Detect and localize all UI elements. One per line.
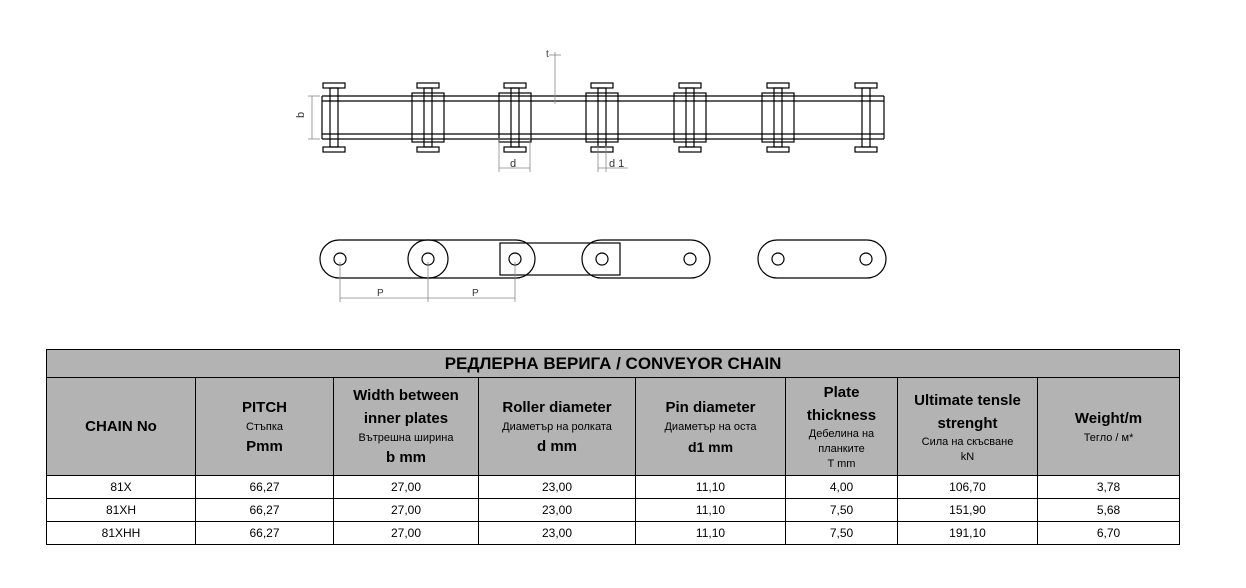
cell-plate: 7,50 bbox=[786, 522, 898, 545]
pin-hole bbox=[684, 253, 696, 265]
cell-roller: 23,00 bbox=[479, 522, 636, 545]
cell-width: 27,00 bbox=[334, 499, 479, 522]
pin-head-top bbox=[855, 83, 877, 88]
cell-plate: 7,50 bbox=[786, 499, 898, 522]
cell-width: 27,00 bbox=[334, 522, 479, 545]
cell-roller: 23,00 bbox=[479, 476, 636, 499]
dimension-pitch bbox=[340, 262, 515, 302]
dimension-d1-label: d 1 bbox=[609, 158, 625, 170]
pin-head-bottom bbox=[679, 147, 701, 152]
cell-pin: 11,10 bbox=[636, 522, 786, 545]
pin-head-bottom bbox=[504, 147, 526, 152]
pin-head-bottom bbox=[323, 147, 345, 152]
table-header-row bbox=[47, 378, 1180, 476]
roller bbox=[674, 93, 706, 142]
header-pin-diameter: Pin diameter Диаметър на оста d1 mm bbox=[636, 378, 786, 476]
pin-head-top bbox=[767, 83, 789, 88]
cell-tensile: 106,70 bbox=[898, 476, 1038, 499]
pin-head-bottom bbox=[591, 147, 613, 152]
pin-head-top bbox=[417, 83, 439, 88]
pin-head-bottom bbox=[417, 147, 439, 152]
table-row bbox=[47, 476, 1180, 499]
cell-pin: 11,10 bbox=[636, 476, 786, 499]
header-weight: Weight/m Тегло / м* bbox=[1038, 378, 1180, 476]
pin-head-top bbox=[591, 83, 613, 88]
inner-plate-link bbox=[500, 243, 620, 275]
header-plate-thickness: Plate thickness Дебелина на планките T mm bbox=[786, 378, 898, 476]
pin bbox=[774, 88, 782, 147]
roller bbox=[586, 93, 618, 142]
cell-pitch: 66,27 bbox=[196, 499, 334, 522]
pin bbox=[330, 88, 338, 147]
pin bbox=[424, 88, 432, 147]
dimension-t-label: t bbox=[546, 49, 549, 60]
cell-chain: 81XHH bbox=[47, 522, 196, 545]
roller bbox=[762, 93, 794, 142]
pin-hole bbox=[860, 253, 872, 265]
conveyor-chain-spec-table bbox=[46, 349, 1180, 545]
cell-pitch: 66,27 bbox=[196, 476, 334, 499]
cell-pitch: 66,27 bbox=[196, 522, 334, 545]
table-row bbox=[47, 499, 1180, 522]
cell-tensile: 191,10 bbox=[898, 522, 1038, 545]
roller bbox=[499, 93, 531, 142]
chain-plate bbox=[582, 240, 710, 278]
cell-width: 27,00 bbox=[334, 476, 479, 499]
header-ultimate-tensile: Ultimate tensle strenght Сила на скъсване kN bbox=[898, 378, 1038, 476]
cell-chain: 81X bbox=[47, 476, 196, 499]
pin bbox=[686, 88, 694, 147]
pin bbox=[511, 88, 519, 147]
dimension-b-label: b bbox=[295, 111, 307, 118]
cell-weight: 5,68 bbox=[1038, 499, 1180, 522]
roller bbox=[412, 93, 444, 142]
pin bbox=[598, 88, 606, 147]
dimension-b bbox=[308, 96, 320, 139]
header-pitch: PITCH Стъпка Pmm bbox=[196, 378, 334, 476]
table-title: РЕДЛЕРНА ВЕРИГА / CONVEYOR CHAIN bbox=[47, 350, 1180, 378]
cell-plate: 4,00 bbox=[786, 476, 898, 499]
dimension-p-label-2: P bbox=[472, 288, 479, 299]
cell-roller: 23,00 bbox=[479, 499, 636, 522]
pin bbox=[862, 88, 870, 147]
table-row bbox=[47, 522, 1180, 545]
pin-head-top bbox=[323, 83, 345, 88]
chain-plate bbox=[408, 240, 535, 278]
pin-head-bottom bbox=[767, 147, 789, 152]
dimension-d-label: d bbox=[510, 158, 517, 170]
pin-hole bbox=[596, 253, 608, 265]
chain-plate bbox=[758, 240, 886, 278]
cell-weight: 3,78 bbox=[1038, 476, 1180, 499]
header-roller-diameter: Roller diameter Диаметър на ролката d mm bbox=[479, 378, 636, 476]
cell-chain: 81XH bbox=[47, 499, 196, 522]
pin-head-top bbox=[679, 83, 701, 88]
dimension-p-label-1: P bbox=[377, 288, 384, 299]
header-chain-no: CHAIN No bbox=[47, 378, 196, 476]
pin-head-bottom bbox=[855, 147, 877, 152]
pin-hole bbox=[772, 253, 784, 265]
header-width: Width between inner plates Вътрешна ширина b mm bbox=[334, 378, 479, 476]
chain-plate bbox=[320, 240, 448, 278]
cell-pin: 11,10 bbox=[636, 499, 786, 522]
chain-top-view bbox=[322, 83, 884, 152]
chain-side-view bbox=[320, 240, 886, 278]
cell-weight: 6,70 bbox=[1038, 522, 1180, 545]
pin-head-top bbox=[504, 83, 526, 88]
cell-tensile: 151,90 bbox=[898, 499, 1038, 522]
